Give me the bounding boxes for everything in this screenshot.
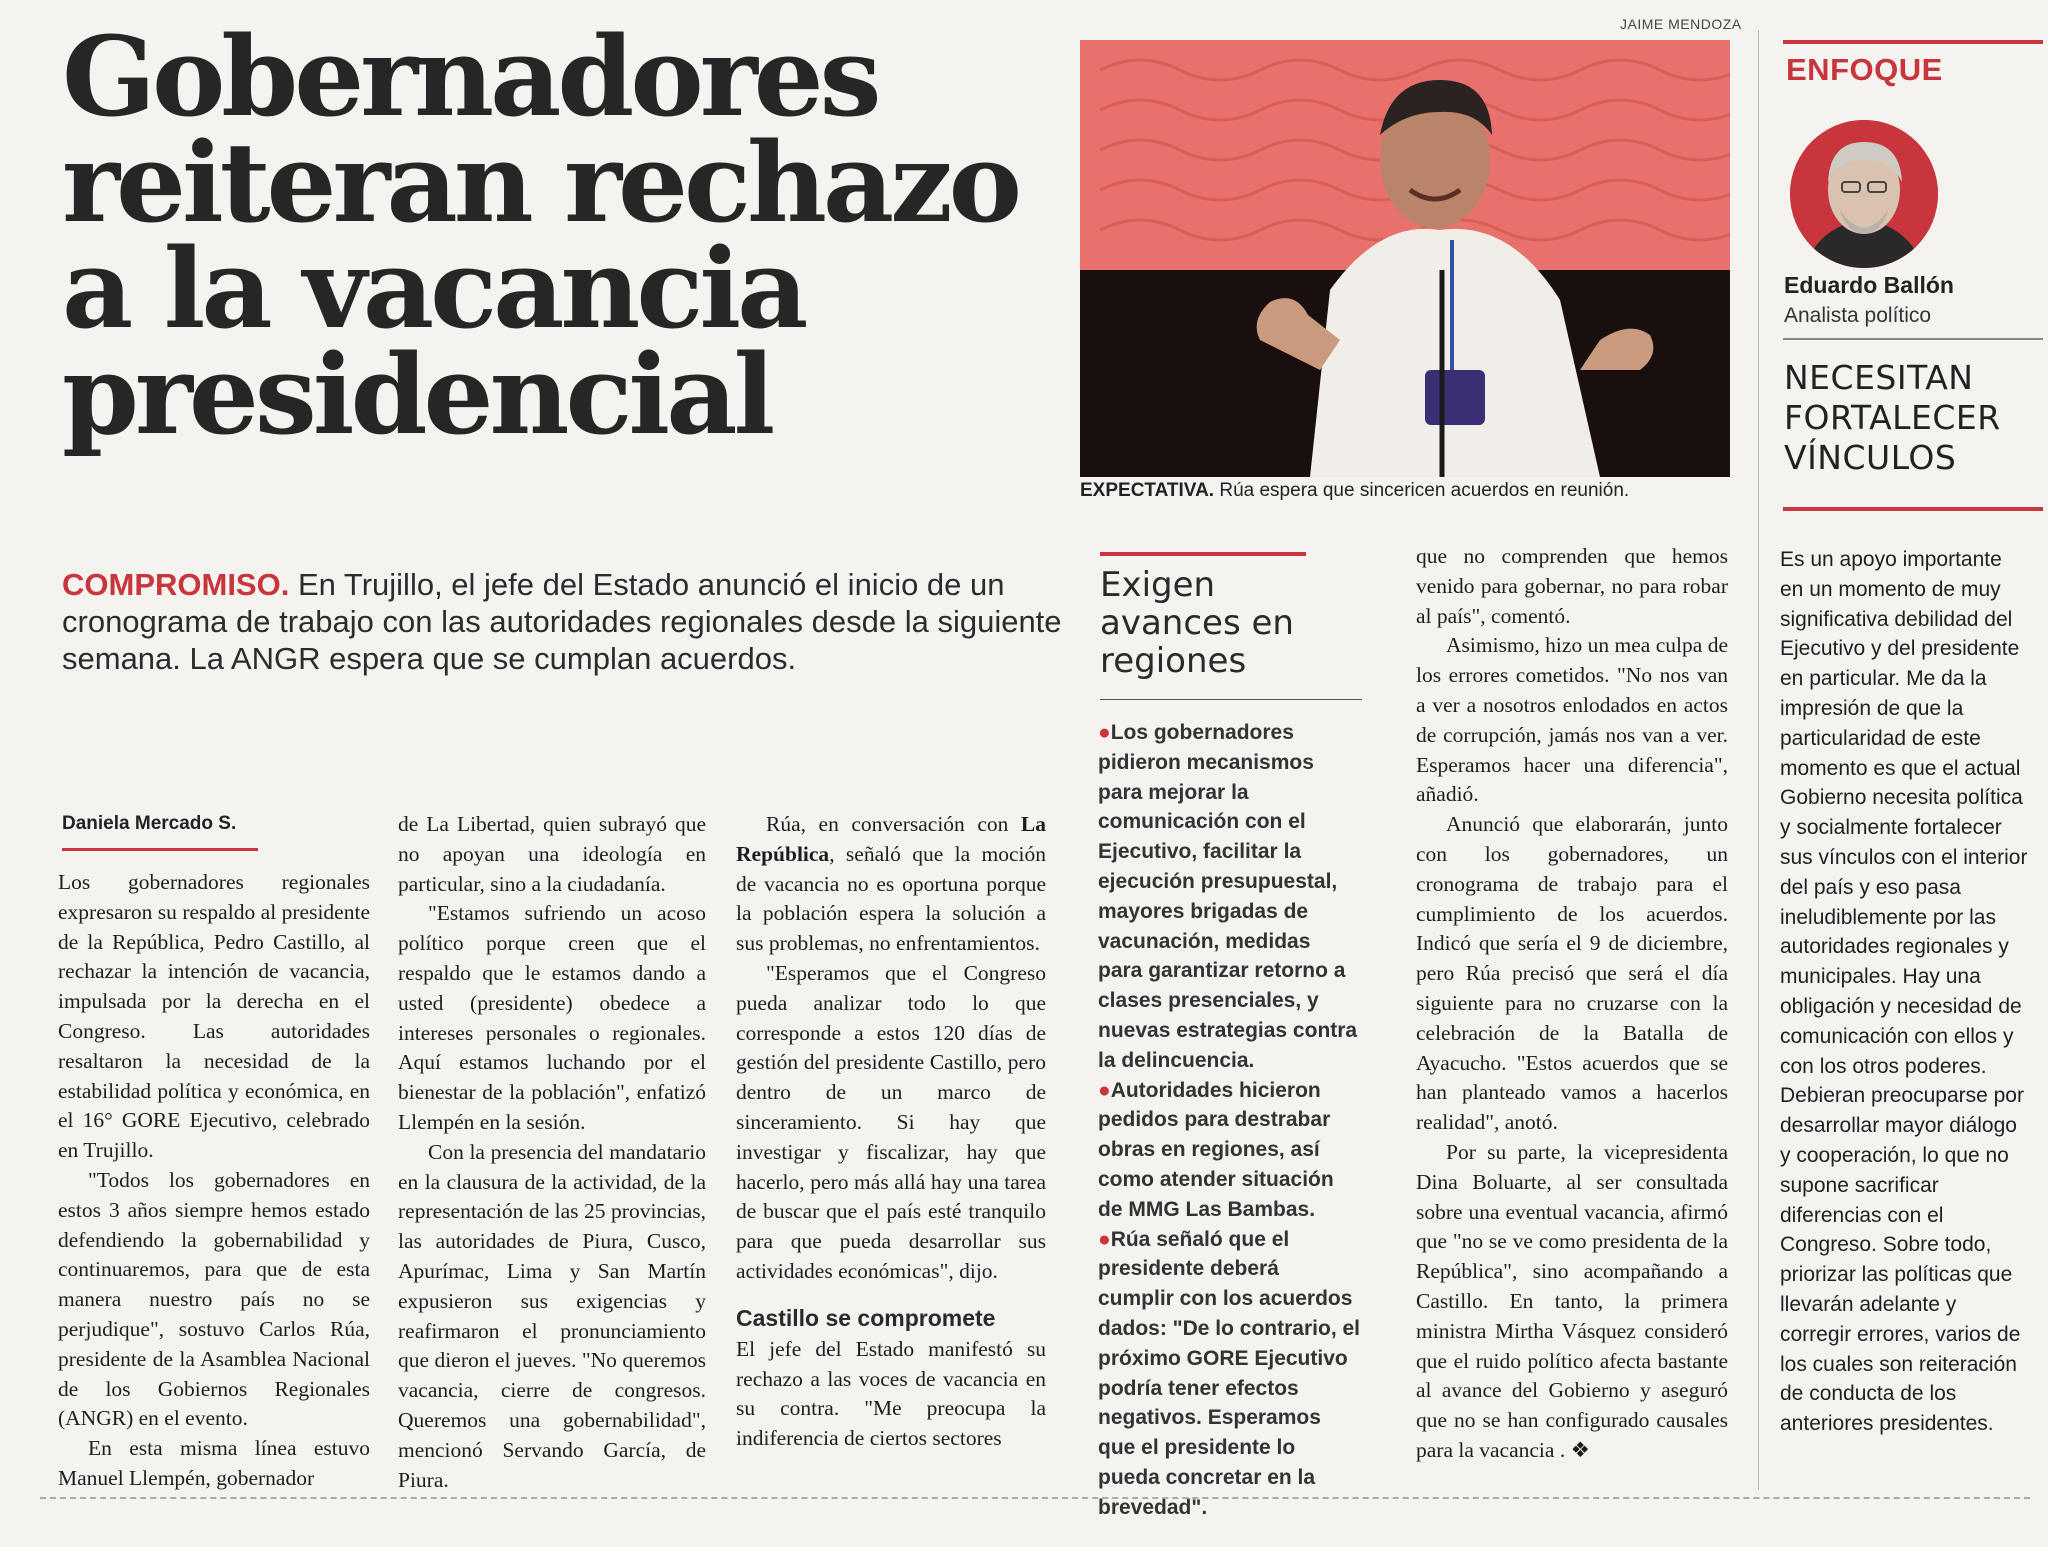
enfoque-title: NECESITAN FORTALECER VÍNCULOS bbox=[1784, 358, 2001, 477]
article-paragraph: Los gobernadores regionales expresaron su respaldo al presidente de la República, Pedro Castillo, al rechazar la intención de vacancia, impulsada por la derecha en el Congreso. Las autoridades resaltaron la necesidad de la estabilidad política y económica, en el 16° GORE Ejecutivo, celebrado en Trujillo. bbox=[58, 870, 370, 1163]
headline-line: presidencial bbox=[62, 330, 772, 459]
article-paragraph: Con la presencia del mandatario en la clausura de la actividad, de la representación de las 25 provincias, las autoridades de Piura, Cusco, Apurímac, Lima y San Martín expusieron sus exigencias y reafirmaron el pronunciamiento que dieron el jueves. "No queremos vacancia, cierre de congresos. Queremos una gobernabilidad", mencionó Servando García, de Piura. bbox=[398, 1139, 706, 1492]
section-subhead: Castillo se compromete bbox=[736, 1304, 996, 1331]
bullet-icon: ● bbox=[1098, 1078, 1111, 1102]
speaker-photo-illustration bbox=[1080, 40, 1730, 477]
article-paragraph: Asimismo, hizo un mea culpa de los errores cometidos. "No nos van a ver a nosotros enlodados en actos de corrupción, jamás nos van a ver. Esperamos hacer una diferencia", añadió. bbox=[1416, 633, 1728, 807]
enfoque-top-rule bbox=[1783, 40, 2043, 44]
headline-line: reiteran rechazo bbox=[62, 118, 1019, 247]
box-item bbox=[1098, 1076, 1360, 1225]
article-column-5 bbox=[1416, 542, 1728, 1466]
author-role: Analista político bbox=[1784, 304, 1932, 327]
headline-line: Gobernadores bbox=[62, 12, 878, 141]
news-photo bbox=[1080, 40, 1730, 477]
article-paragraph: El jefe del Estado manifestó su rechazo a las voces de vacancia en su contra. "Me preocupa la indiferencia de ciertos sectores bbox=[736, 1336, 1046, 1451]
caption-text: Rúa espera que sinc​ericen acuerdos en reunión. bbox=[1214, 480, 1630, 501]
box-divider bbox=[1100, 699, 1362, 700]
headline-line: a la vacancia bbox=[62, 224, 805, 353]
author-portrait bbox=[1790, 120, 1938, 268]
article-paragraph: Por su parte, la vicepresidenta Dina Boluarte, al ser consultada sobre una eventual vacancia, afirmó que "no se ve como presidenta de la República", sino acompañando a Castillo. En tanto, la primera ministra Mirtha Vásquez consideró que el ruido político afecta bastante al avance del Gobierno y aseguró que no se han configurado causales para la vacancia . ❖ bbox=[1416, 1139, 1728, 1462]
box-item-text: Los gobernadores pidieron mecanismos para mejorar la comunicación con el Ejecutivo, facilitar la ejecución presupuestal, mayores brigadas de vacunación, medidas para garantizar retorno a clases presenciales, y nuevas estrategias contra la delincuencia. bbox=[1098, 721, 1358, 1072]
box-item-text: Rúa señaló que el presidente deberá cumplir con los acuerdos dados: "De lo contrario, el próximo GORE Ejecutivo podría tener efectos negativos. Esperamos que el presidente lo pueda concretar en la brevedad". bbox=[1098, 1227, 1360, 1519]
byline-rule bbox=[62, 848, 258, 851]
enfoque-body: Es un apoyo importante en un momento de muy significativa debilidad del Ejecutivo y del presidente en particular. Me da la impresión de que la particularidad de este momento es que el actual Gobierno necesita política y socialmente fortalecer sus vínculos con el interior del país y eso pasa ineludiblemente por las autoridades regionales y municipales. Hay una obligación y necesidad de comunicación con ellos y con los otros poderes. Debieran preocuparse por desarrollar mayor diálogo y cooperación, lo que no supone sacrificar diferencias con el Congreso. Sobre todo, priorizar las políticas que llevarán adelante y corregir errores, varios de los cuales son reiteración de conducta de los anteriores presidentes. bbox=[1780, 548, 2028, 1436]
enfoque-divider bbox=[1783, 338, 2043, 340]
article-paragraph: que no comprenden que hemos venido para gobernar, no para robar al país", comentó. bbox=[1416, 544, 1728, 628]
byline: Daniela Mercado S. bbox=[62, 813, 237, 834]
caption-label: EXPECTATIVA. bbox=[1080, 480, 1215, 501]
bullet-icon: ● bbox=[1098, 721, 1111, 744]
photo-credit: JAIME MENDOZA bbox=[1620, 16, 1742, 32]
article-column-2 bbox=[398, 810, 706, 1495]
headline bbox=[62, 12, 1062, 459]
lead-kicker: COMPROMISO. bbox=[62, 567, 290, 602]
article-column-1 bbox=[58, 868, 370, 1494]
enfoque-bottom-rule bbox=[1783, 507, 2043, 511]
article-paragraph: "Estamos sufriendo un acoso político porque creen que el respaldo que le estamos dando a usted (presidente) obedece a intereses personales o regionales. Aquí estamos luchando por el bienestar de la población", enfatizó Llempén en la sesión. bbox=[398, 901, 706, 1134]
article-paragraph: de La Libertad, quien subrayó que no apoyan una ideología en particular, sino a la ciudadanía. bbox=[398, 812, 706, 896]
enfoque-label: ENFOQUE bbox=[1786, 52, 1943, 87]
box-item-text: Autoridades hicieron pedidos para destrabar obras en regiones, así como atender situación de MMG Las Bambas. bbox=[1098, 1078, 1334, 1221]
article-paragraph: Anunció que elaborarán, junto con los gobernadores, un cronograma de trabajo para el cumplimiento de los acuerdos. Indicó que sería el 9 de diciembre, pero Rúa precisó que será el día siguiente para no cruzarse con la celebración de la Batalla de Ayacucho. "Estos acuerdos que se han planteado vamos a hacerlos realidad", anotó. bbox=[1416, 812, 1728, 1135]
lead-text: En Trujillo, el jefe del Estado anunció el inicio de un cronograma de trabajo con las autoridades regionales desde la siguiente semana. La ANGR espera que se cumplan acuerdos. bbox=[62, 567, 1062, 676]
box-item bbox=[1098, 718, 1360, 1076]
box-body bbox=[1098, 718, 1360, 1523]
author-portrait-illustration bbox=[1790, 120, 1938, 268]
box-top-rule bbox=[1100, 552, 1306, 556]
column-divider bbox=[1758, 30, 1759, 1490]
photo-caption bbox=[1080, 480, 1740, 502]
box-title: Exigen avances en regiones bbox=[1100, 565, 1294, 681]
article-paragraph: En esta misma línea estuvo Manuel Llempén, gobernador bbox=[58, 1436, 370, 1490]
article-column-3 bbox=[736, 810, 1046, 1454]
box-item bbox=[1098, 1225, 1360, 1523]
article-paragraph: "Todos los gobernadores en estos 3 años siempre hemos estado defendiendo la gobernabilidad y continuaremos, para que de esta manera nuestro país no se perjudique", sostuvo Carlos Rúa, presidente de la Asamblea Nacional de los Gobiernos Regionales (ANGR) en el evento. bbox=[58, 1167, 370, 1431]
paragraph-text: , señaló que la moción de vacancia no es oportuna porque la población espera la solución a sus problemas, no enfrentamientos. bbox=[736, 841, 1046, 956]
article-paragraph: "Esperamos que el Congreso pueda analizar todo lo que corresponde a estos 120 días de gestión del presidente Castillo, pero dentro de un marco de sinceramiento. Si hay que investigar y fiscalizar, hay que hacerlo, pero más allá hay una tarea de buscar que el país esté tranquilo para que pueda desarrollar sus actividades económicas", dijo. bbox=[736, 960, 1046, 1283]
author-name: Eduardo Ballón bbox=[1784, 272, 1954, 298]
paragraph-text: Rúa, en conversación con bbox=[766, 812, 1021, 836]
bullet-icon: ● bbox=[1098, 1227, 1111, 1251]
lead-paragraph bbox=[62, 566, 1062, 677]
newspaper-name: La República bbox=[736, 812, 1046, 866]
page-bottom-dashed-rule bbox=[40, 1497, 2030, 1499]
article-paragraph bbox=[736, 810, 1046, 959]
